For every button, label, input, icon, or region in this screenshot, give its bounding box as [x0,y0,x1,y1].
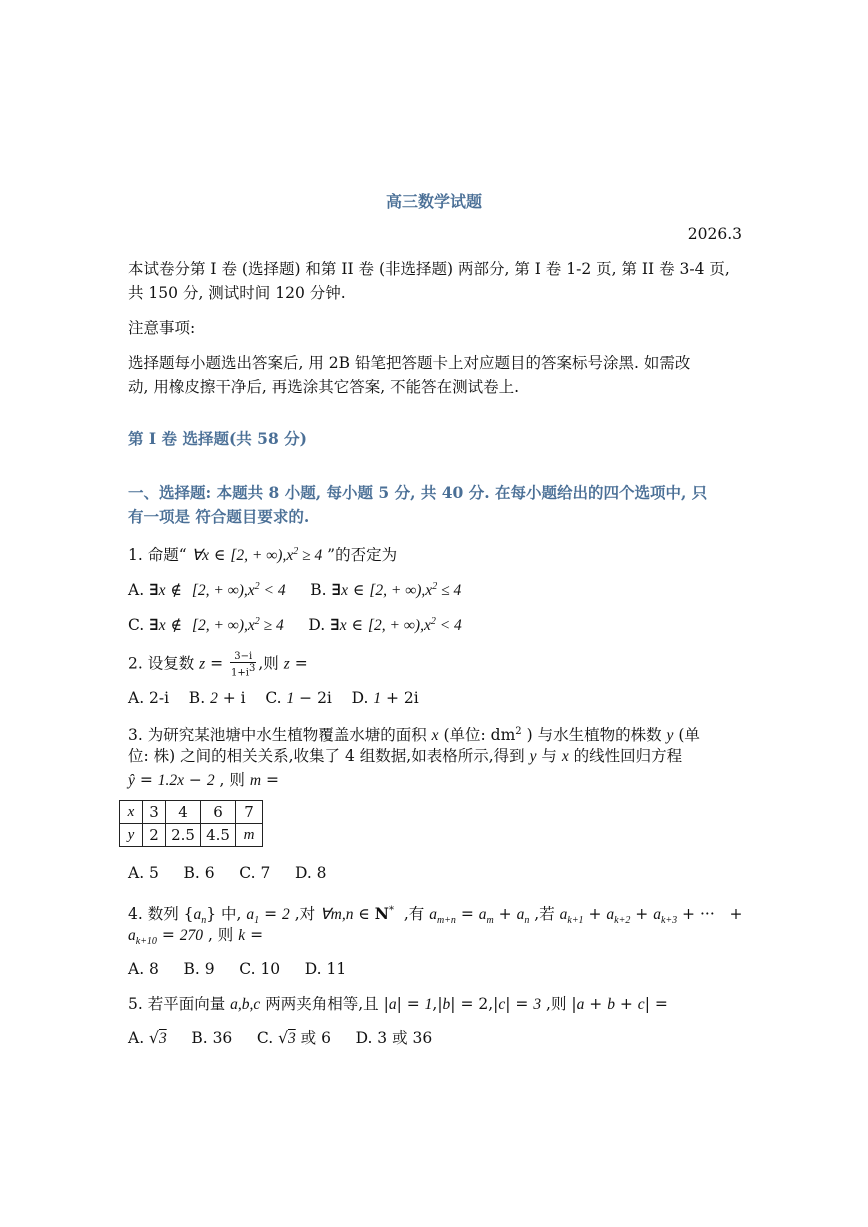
intro-line-1: 本试卷分第 I 卷 (选择题) 和第 II 卷 (非选择题) 两部分, 第 I 卷 1-2 页, 第 II 卷 3-4 页, [128,260,730,278]
fraction: $\frac{3-i}{1+i^3}$ [231,651,256,679]
table-cell: 7 [236,801,263,824]
table-cell: 2 [143,824,166,847]
question-1-options-cd: C. ∃x ∉ [2, + $\infty),x^2 \ge 4$ D. ∃x ∈ [2, + $\infty),x^2 < 4$ [128,615,462,635]
question-4-line-2: $a_{k+10} = 270$ , 则 k = [128,926,264,948]
question-3-options: A. 5 B. 6 C. 7 D. 8 [128,864,327,882]
question-1: 1. 命题“ ∀x ∈ [2, + $\infty),x^2 \ge 4$ ”的否定为 [128,546,398,565]
table-cell: y [120,824,143,847]
table-cell: 2.5 [166,824,201,847]
table-cell: 3 [143,801,166,824]
question-2: 2. 设复数 z = $\frac{3-i}{1+i^3}$ ,则 z = [128,651,308,679]
table-cell: m [236,824,263,847]
question-1-options-ab: A. ∃x ∉ [2, + $\infty),x^2 < 4$ B. ∃x ∈ [2, + $\infty),x^2 \le 4$ [128,580,462,600]
table-row [120,824,263,847]
table-cell: 4.5 [201,824,236,847]
question-3-line-2: 位: 株) 之间的相关关系,收集了 4 组数据,如表格所示,得到 y 与 x 的线性回归方程 [128,747,683,765]
table-cell: 4 [166,801,201,824]
notice-line-1: 选择题每小题选出答案后, 用 2B 铅笔把答题卡上对应题目的答案标号涂黑. 如需改 [128,354,691,372]
page-title: 高三数学试题 [385,192,482,211]
section1-heading-line-2: 有一项是 符合题目要求的. [128,507,310,526]
question-3-line-3: ŷ = 1.2x − 2 , 则 m = [128,771,279,789]
table-cell: x [120,801,143,824]
section1-heading-line-1: 一、选择题: 本题共 8 小题, 每小题 5 分, 共 40 分. 在每小题给出的四个选项中, 只 [128,483,708,502]
intro-line-2: 共 150 分, 测试时间 120 分钟. [128,284,346,302]
question-4-options: A. 8 B. 9 C. 10 D. 11 [128,960,347,978]
table-row [120,801,263,824]
part1-heading: 第 I 卷 选择题(共 58 分) [128,429,307,448]
question-2-options: A. 2-i B. 2 + i C. 1 − 2i D. 1 + 2i [128,689,419,707]
notice-heading: 注意事项: [128,319,196,337]
question-4-line-1: 4. 数列 $\{a_n\}$ 中, $a_1 = 2$ ,对 ∀m,n ∈ N* ,有 $a_{m+n} = a_m + a_n$ ,若 $a_{k+1} + a_{k+2} + a_{k+3}$ + ··· + [128,904,743,927]
question-3-table [119,800,263,847]
table-cell: 6 [201,801,236,824]
question-5-options: A. √3 B. 36 C. √3 或 6 D. 3 或 36 [128,1029,433,1047]
notice-line-2: 动, 用橡皮擦干净后, 再选涂其它答案, 不能答在测试卷上. [128,378,519,396]
exam-date: 2026.3 [687,225,742,243]
question-3-line-1: 3. 为研究某池塘中水生植物覆盖水塘的面积 x (单位: $dm^2$ ) 与水生植物的株数 y (单 [128,726,700,745]
question-5: 5. 若平面向量 a,b,c 两两夹角相等,且 |a| = 1,|b| = 2,|c| = 3 ,则 |a + b + c| = [128,995,668,1013]
